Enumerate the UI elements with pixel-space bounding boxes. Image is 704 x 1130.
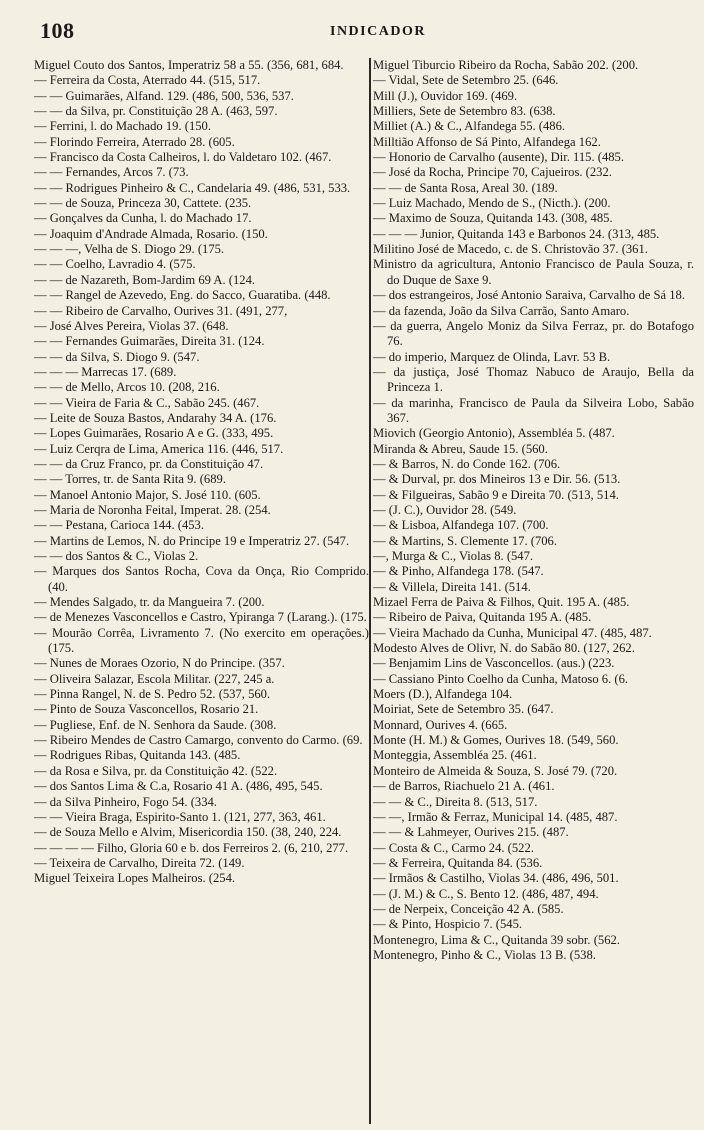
directory-entry: Milliers, Sete de Setembro 83. (638. xyxy=(373,104,556,119)
directory-entry: — Florindo Ferreira, Aterrado 28. (605. xyxy=(34,134,235,149)
directory-entry: — de Nerpeix, Conceição 42 A. (585. xyxy=(373,901,564,916)
directory-entry: — Teixeira de Carvalho, Direita 72. (149. xyxy=(34,855,245,870)
directory-entry: — — Vieira Braga, Espirito-Santo 1. (121, 277, 363, 461. xyxy=(34,809,326,824)
entry-columns xyxy=(34,58,694,1124)
directory-entry: — Manoel Antonio Major, S. José 110. (605. xyxy=(34,487,261,502)
directory-entry: Ministro da agricultura, Antonio Francisco de Paula Souza, r. do Duque de Saxe 9. xyxy=(373,257,694,287)
directory-entry: Montenegro, Lima & C., Quitanda 39 sobr. (562. xyxy=(373,932,620,947)
running-title: INDICADOR xyxy=(330,24,426,39)
directory-entry: — — & C., Direita 8. (513, 517. xyxy=(373,794,538,809)
directory-entry: Mill (J.), Ouvidor 169. (469. xyxy=(373,88,518,103)
directory-entry: — de Menezes Vasconcellos e Castro, Ypiranga 7 (Larang.). (175. xyxy=(34,610,367,625)
directory-entry: — de Souza Mello e Alvim, Misericordia 150. (38, 240, 224. xyxy=(34,825,342,840)
directory-entry: Monteggia, Assembléa 25. (461. xyxy=(373,748,537,763)
directory-entry: — dos estrangeiros, José Antonio Saraiva, Carvalho de Sá 18. xyxy=(373,288,685,303)
directory-entry: Moers (D.), Alfandega 104. xyxy=(373,687,513,702)
directory-entry: Miranda & Abreu, Saude 15. (560. xyxy=(373,441,548,456)
directory-entry: — Martins de Lemos, N. do Principe 19 e Imperatriz 27. (547. xyxy=(34,533,350,548)
directory-entry: — de Barros, Riachuelo 21 A. (461. xyxy=(373,779,555,794)
directory-entry: — Gonçalves da Cunha, l. do Machado 17. xyxy=(34,211,252,226)
directory-entry: — — Torres, tr. de Santa Rita 9. (689. xyxy=(34,472,226,487)
directory-entry: — Marques dos Santos Rocha, Cova da Onça, Rio Comprido. (40. xyxy=(34,564,369,594)
directory-entry: Monte (H. M.) & Gomes, Ourives 18. (549, 560. xyxy=(373,733,619,748)
directory-entry: — Pinto de Souza Vasconcellos, Rosario 21. xyxy=(34,702,259,717)
directory-entry: — Maximo de Souza, Quitanda 143. (308, 485. xyxy=(373,211,613,226)
directory-entry: — Joaquim d'Andrade Almada, Rosario. (150. xyxy=(34,226,268,241)
directory-entry: — — — Junior, Quitanda 143 e Barbonos 24. (313, 485. xyxy=(373,226,660,241)
directory-entry: — Luiz Machado, Mendo de S., (Nicth.). (200. xyxy=(373,196,611,211)
directory-entry: — José Alves Pereira, Violas 37. (648. xyxy=(34,318,229,333)
directory-entry: — Ferrini, l. do Machado 19. (150. xyxy=(34,119,211,134)
directory-entry: — — Coelho, Lavradio 4. (575. xyxy=(34,257,196,272)
directory-entry: — da marinha, Francisco de Paula da Silveira Lobo, Sabão 367. xyxy=(373,395,694,425)
directory-entry: — da justiça, José Thomaz Nabuco de Araujo, Bella da Princeza 1. xyxy=(373,364,694,395)
directory-entry: — — Fernandes, Arcos 7. (73. xyxy=(34,165,189,180)
directory-entry: — Leite de Souza Bastos, Andarahy 34 A. (176. xyxy=(34,410,277,425)
directory-entry: — Honorio de Carvalho (ausente), Dir. 115. (485. xyxy=(373,150,625,165)
directory-entry: — & Ferreira, Quitanda 84. (536. xyxy=(373,855,543,870)
directory-entry: Montenegro, Pinho & C., Violas 13 B. (538. xyxy=(373,947,596,962)
directory-entry: — — —, Velha de S. Diogo 29. (175. xyxy=(34,242,225,257)
directory-entry: — Lopes Guimarães, Rosario A e G. (333, 495. xyxy=(34,426,274,441)
directory-entry: — Vieira Machado da Cunha, Municipal 47. (485, 487. xyxy=(373,625,652,640)
directory-entry: — — da Silva, S. Diogo 9. (547. xyxy=(34,349,200,364)
directory-entry: — Mourão Corrêa, Livramento 7. (No exercito em operações.) (175. xyxy=(34,625,369,656)
directory-entry: — Maria de Noronha Feital, Imperat. 28. (254. xyxy=(34,502,271,517)
directory-entry: Mizael Ferra de Paiva & Filhos, Quit. 195 A. (485. xyxy=(373,595,630,610)
directory-entry: — (J. C.), Ouvidor 28. (549. xyxy=(373,502,517,517)
directory-entry: — (J. M.) & C., S. Bento 12. (486, 487, 494. xyxy=(373,886,599,901)
directory-entry: Monteiro de Almeida & Souza, S. José 79. (720. xyxy=(373,763,618,778)
directory-entry: — — Guimarães, Alfand. 129. (486, 500, 536, 537. xyxy=(34,88,294,103)
directory-entry: — Costa & C., Carmo 24. (522. xyxy=(373,840,534,855)
directory-entry: — Luiz Cerqra de Lima, America 116. (446, 517. xyxy=(34,441,284,456)
directory-entry: — & Pinto, Hospicio 7. (545. xyxy=(373,917,523,932)
directory-entry: — da Silva Pinheiro, Fogo 54. (334. xyxy=(34,794,217,809)
directory-entry: — — dos Santos & C., Violas 2. xyxy=(34,549,199,563)
directory-entry: — da fazenda, João da Silva Carrão, Santo Amaro. xyxy=(373,303,630,318)
directory-entry: — Mendes Salgado, tr. da Mangueira 7. (200. xyxy=(34,595,265,610)
directory-entry: — — Ribeiro de Carvalho, Ourives 31. (491, 277, xyxy=(34,303,288,318)
directory-entry: — — — — Filho, Gloria 60 e b. dos Ferreiros 2. (6, 210, 277. xyxy=(34,840,349,855)
directory-entry: — — — Marrecas 17. (689. xyxy=(34,364,177,379)
directory-entry: — dos Santos Lima & C.a, Rosario 41 A. (486, 495, 545. xyxy=(34,779,323,794)
directory-entry: — — de Mello, Arcos 10. (208, 216. xyxy=(34,380,220,395)
directory-entry: — Francisco da Costa Calheiros, l. do Valdetaro 102. (467. xyxy=(34,150,332,165)
column-divider xyxy=(369,58,371,1124)
directory-entry: Moiriat, Sete de Setembro 35. (647. xyxy=(373,702,554,717)
directory-entry: — José da Rocha, Principe 70, Cajueiros. (232. xyxy=(373,165,612,180)
directory-entry: Modesto Alves de Olivr, N. do Sabão 80. (127, 262. xyxy=(373,641,635,656)
directory-entry: — & Lisboa, Alfandega 107. (700. xyxy=(373,518,549,533)
directory-entry: Miguel Teixeira Lopes Malheiros. (254. xyxy=(34,871,236,886)
directory-entry: — — Rangel de Azevedo, Eng. do Sacco, Guaratiba. (448. xyxy=(34,288,331,303)
directory-entry: — — Fernandes Guimarães, Direita 31. (124. xyxy=(34,334,265,349)
directory-entry: — Vidal, Sete de Setembro 25. (646. xyxy=(373,73,559,88)
directory-entry: Miguel Couto dos Santos, Imperatriz 58 a 55. (356, 681, 684. xyxy=(34,58,344,72)
directory-entry: — Rodrigues Ribas, Quitanda 143. (485. xyxy=(34,748,241,763)
directory-entry: — — da Silva, pr. Constituição 28 A. (463, 597. xyxy=(34,104,278,119)
directory-entry: — Pugliese, Enf. de N. Senhora da Saude. (308. xyxy=(34,717,277,732)
directory-entry: — do imperio, Marquez de Olinda, Lavr. 53 B. xyxy=(373,349,611,364)
directory-entry: — Ferreira da Costa, Aterrado 44. (515, 517. xyxy=(34,73,261,88)
directory-entry: — — & Lahmeyer, Ourives 215. (487. xyxy=(373,825,569,840)
directory-entry: — & Martins, S. Clemente 17. (706. xyxy=(373,533,557,548)
directory-entry: — Ribeiro Mendes de Castro Camargo, convento do Carmo. (69. xyxy=(34,733,363,748)
directory-entry: Militino José de Macedo, c. de S. Christovão 37. (361. xyxy=(373,242,648,257)
directory-entry: — & Pinho, Alfandega 178. (547. xyxy=(373,564,544,579)
directory-entry: — & Filgueiras, Sabão 9 e Direita 70. (513, 514. xyxy=(373,487,619,502)
directory-entry: — — de Nazareth, Bom-Jardim 69 A. (124. xyxy=(34,272,256,287)
directory-entry: Monnard, Ourives 4. (665. xyxy=(373,717,508,732)
directory-entry: — da Rosa e Silva, pr. da Constituição 42. (522. xyxy=(34,763,278,778)
directory-entry: — — de Souza, Princeza 30, Cattete. (235. xyxy=(34,196,252,211)
directory-entry: — Benjamim Lins de Vasconcellos. (aus.) (223. xyxy=(373,656,615,671)
directory-entry: — & Durval, pr. dos Mineiros 13 e Dir. 56. (513. xyxy=(373,472,621,487)
directory-entry: — — da Cruz Franco, pr. da Constituição 47. xyxy=(34,456,264,471)
directory-entry: — Oliveira Salazar, Escola Militar. (227, 245 a. xyxy=(34,671,275,686)
page-number: 108 xyxy=(40,18,75,43)
left-column xyxy=(34,58,369,1124)
directory-entry: Miguel Tiburcio Ribeiro da Rocha, Sabão 202. (200. xyxy=(373,58,639,72)
directory-entry: — Cassiano Pinto Coelho da Cunha, Matoso 6. (6. xyxy=(373,671,629,686)
directory-entry: — —, Irmão & Ferraz, Municipal 14. (485, 487. xyxy=(373,809,618,824)
directory-entry: — Irmãos & Castilho, Violas 34. (486, 496, 501. xyxy=(373,871,619,886)
directory-entry: — Pinna Rangel, N. de S. Pedro 52. (537, 560. xyxy=(34,687,271,702)
directory-entry: — — de Santa Rosa, Areal 30. (189. xyxy=(373,180,558,195)
directory-entry: Miovich (Georgio Antonio), Assembléa 5. (487. xyxy=(373,426,615,441)
directory-entry: — & Villela, Direita 141. (514. xyxy=(373,579,531,594)
directory-entry: — — Pestana, Carioca 144. (453. xyxy=(34,518,204,533)
directory-entry: — Ribeiro de Paiva, Quitanda 195 A. (485. xyxy=(373,610,592,625)
directory-entry: —, Murga & C., Violas 8. (547. xyxy=(373,549,534,563)
directory-entry: — da guerra, Angelo Moniz da Silva Ferraz, pr. do Botafogo 76. xyxy=(373,318,694,349)
directory-entry: Milltião Affonso de Sá Pinto, Alfandega 162. xyxy=(373,134,601,149)
directory-entry: — Nunes de Moraes Ozorio, N do Principe. (357. xyxy=(34,656,285,671)
directory-entry: — — Rodrigues Pinheiro & C., Candelaria 49. (486, 531, 533. xyxy=(34,180,351,195)
directory-entry: — & Barros, N. do Conde 162. (706. xyxy=(373,456,561,471)
directory-entry: — — Vieira de Faria & C., Sabão 245. (467. xyxy=(34,395,260,410)
page-header xyxy=(0,0,704,44)
directory-entry: Milliet (A.) & C., Alfandega 55. (486. xyxy=(373,119,566,134)
right-column xyxy=(373,58,694,1124)
